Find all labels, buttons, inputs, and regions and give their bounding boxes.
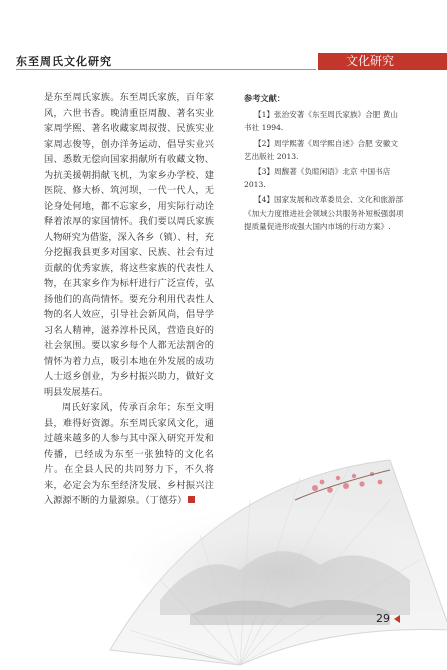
section-title: 东至周氏文化研究 [16,55,112,68]
page-number: 29 [376,612,390,625]
section-tab-label: 文化研究 [346,54,395,68]
references-title: 参考文献： [244,93,285,103]
reference-item: 【4】国家发展和改革委员会、文化和旅游部《加大力度推进社会领域公共服务补短板强弱项提质量促进形成强大国内市场的行动方案》. [244,195,404,231]
reference-item: 【3】周馥著《负暄闲语》北京 中国书店 2013. [244,167,391,190]
page-arrow-icon [394,615,400,623]
reference-item: 【2】周学熙著《周学熙自述》合肥 安徽文艺出版社 2013. [244,138,398,161]
references-block [244,92,404,235]
body-paragraph: 是东至周氏家族。东至周氏家族，百年家风，六世书香。晚清重臣周馥、著名实业家周学熙、著名收藏家周叔弢、民族实业家周志俊等，创办洋务运动、倡导实业兴国、悉数无偿向国家捐献所有收藏文物、为抗美援朝捐献飞机，为家乡办学校、建医院、修大桥、筑河坝，一代一代人，无论身处何地，都不忘家乡，用实际行动诠释着浓厚的家国情怀。我们要以周氏家族人物研究为借鉴，深入各乡（镇）、村，充分挖掘我县更多对国家、民族、社会有过贡献的优秀家族，将这些家族的代表性人物，在其家乡作为标杆进行广泛宣传，弘扬他们的高尚情怀。要充分利用代表性人物的名人效应，引导社会新风尚，倡导学习名人精神，滋养淳朴民风，营造良好的社会氛围。要以家乡每个人都无法割舍的情怀为着力点，吸引本地在外发展的成功人士返乡创业，为乡村振兴助力，做好文明县发展基石。 [44,92,214,398]
decorative-fan-illustration [90,440,447,670]
reference-item: 【1】张治安著《东至周氏家族》合肥 黄山书社 1994. [244,110,398,133]
header-divider [16,69,316,70]
body-paragraph-text: 周氏好家风，传承百余年；东至文明县，难得好资源。东至周氏家风文化，通过越来越多的人参与其中深入研究开发和传播，已经成为东至一张独特的文化名片。在全县人民的共同努力下，不久将来，必定会为东至经济发展、乡村振兴注入源源不断的力量源泉。（丁德芬） [44,402,214,506]
